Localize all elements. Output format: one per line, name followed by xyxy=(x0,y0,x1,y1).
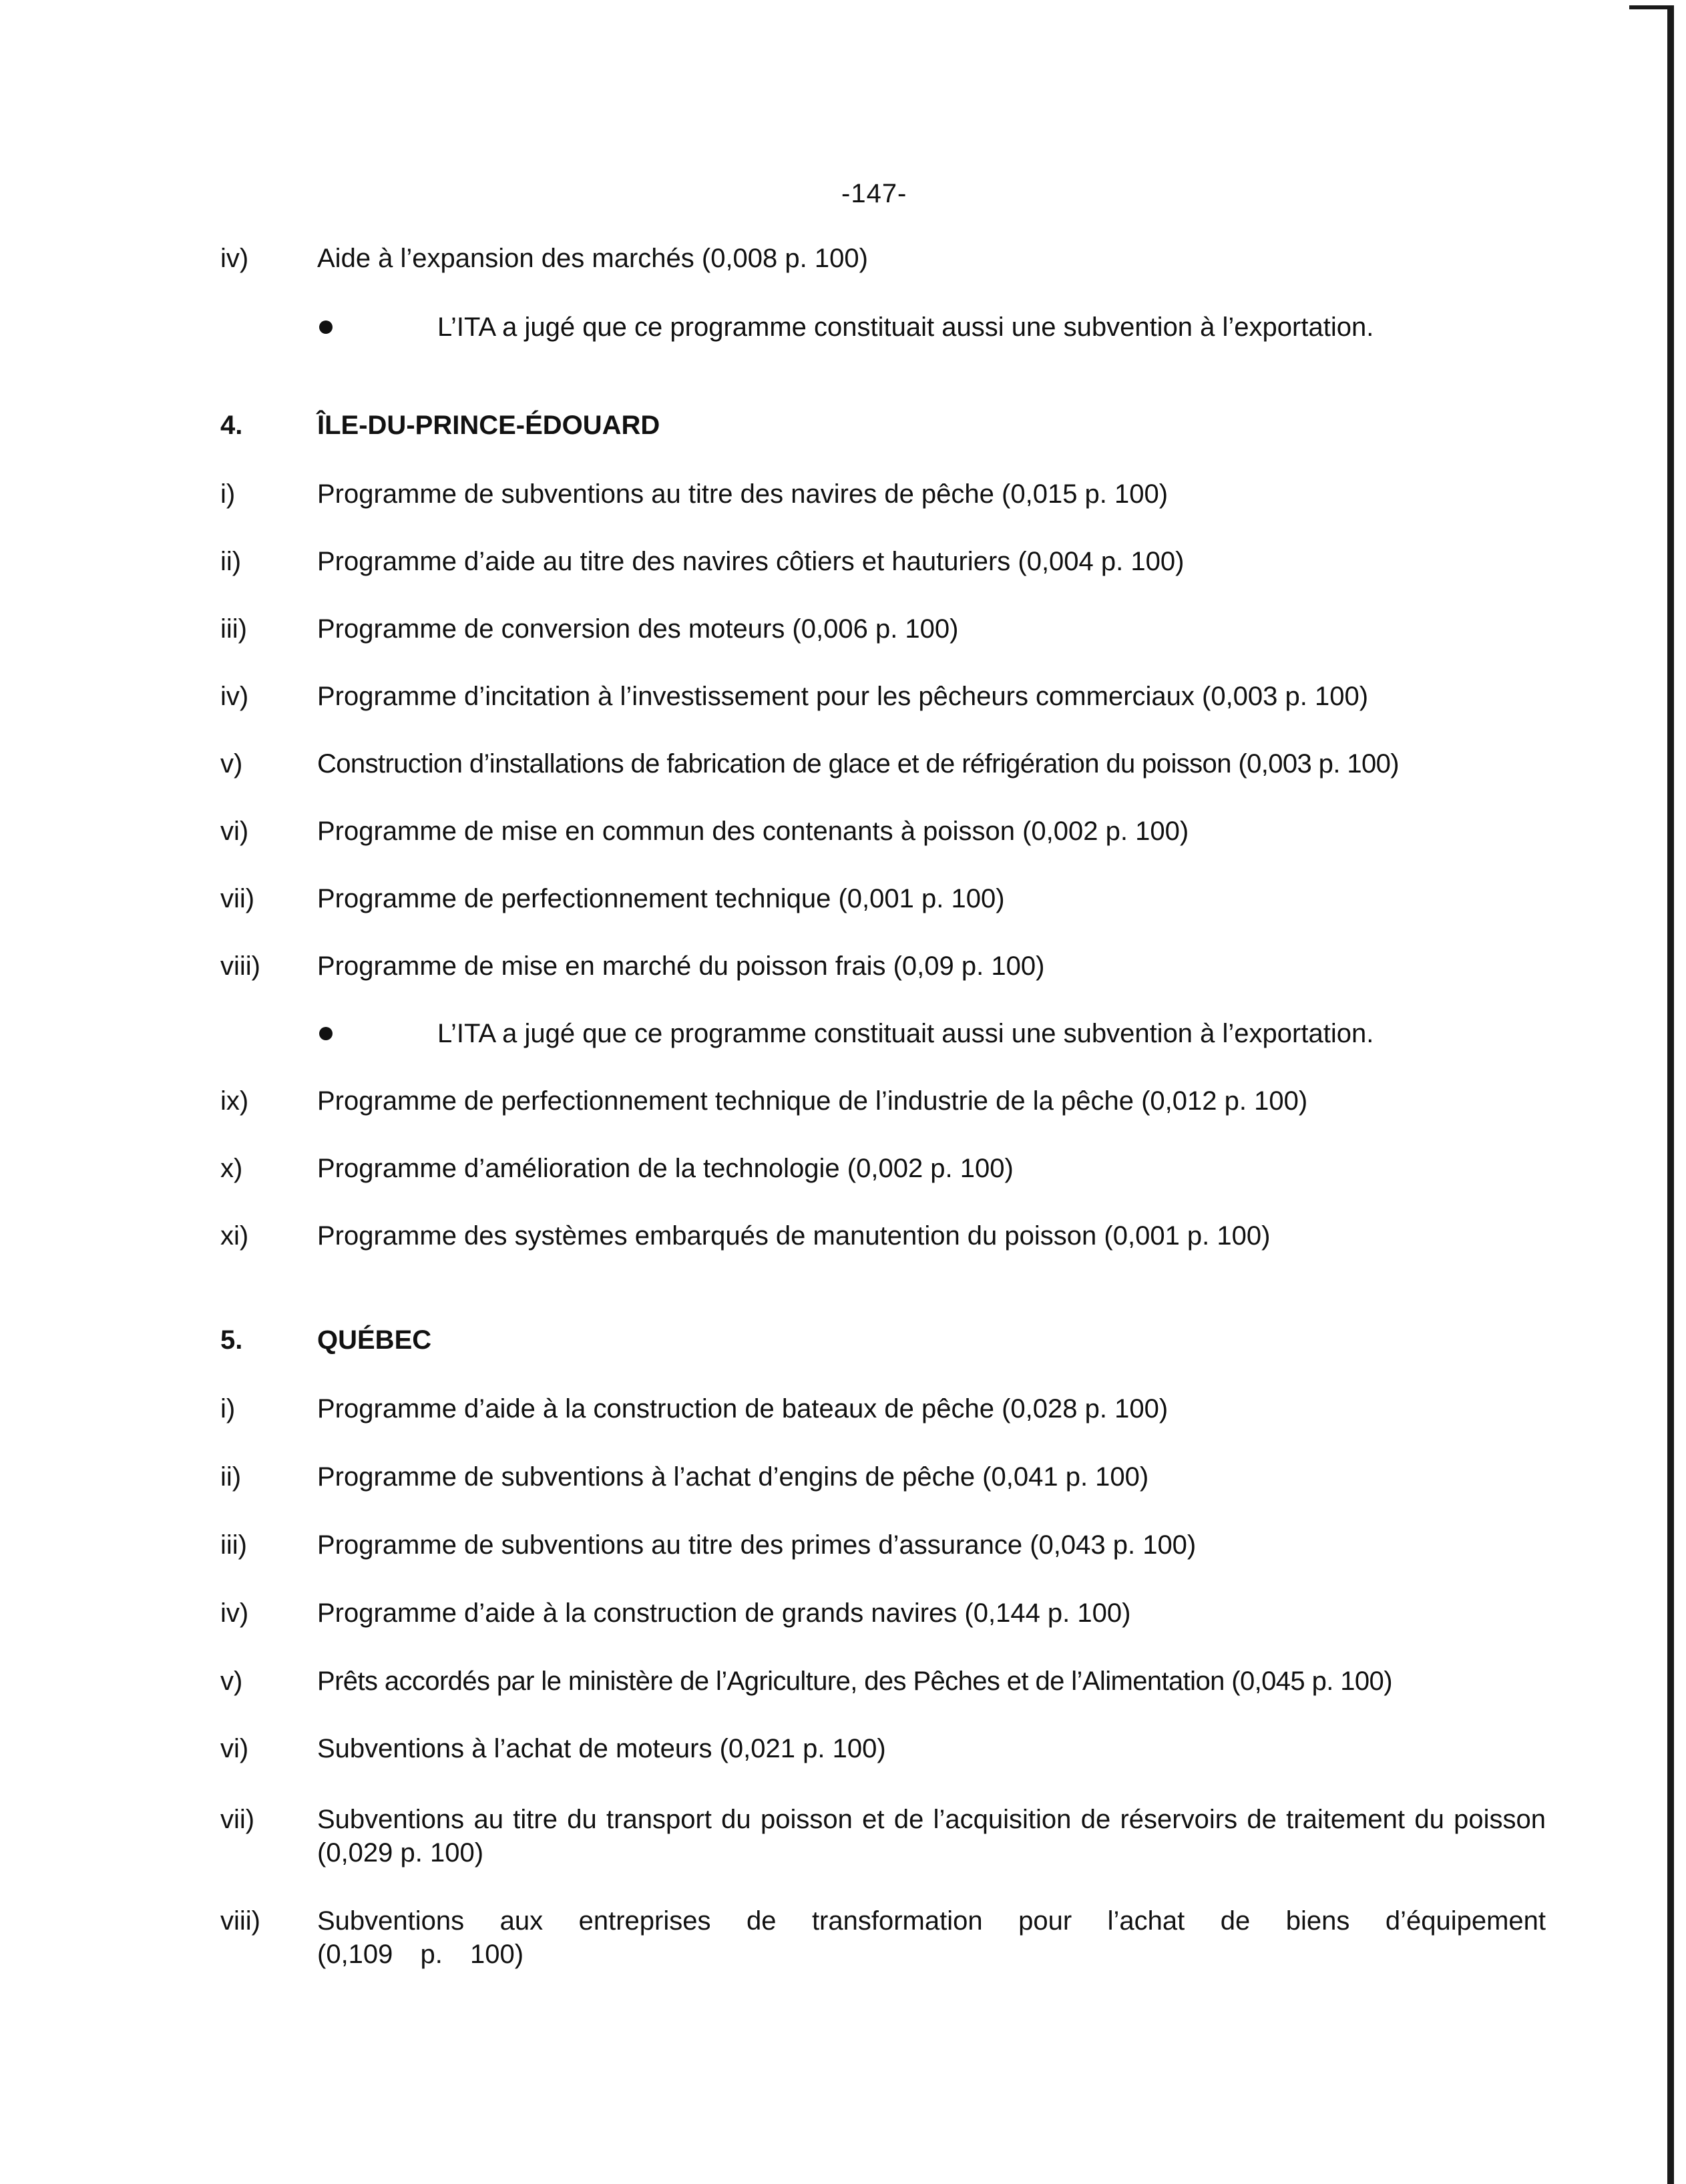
item-text: Programme de subventions à l’achat d’engins de pêche (0,041 p. 100) xyxy=(317,1462,1149,1492)
item-number: v) xyxy=(220,1667,243,1696)
item-number: iv) xyxy=(220,244,249,273)
item-text: Programme de conversion des moteurs (0,006 p. 100) xyxy=(317,614,959,644)
item-number: vii) xyxy=(220,884,255,913)
item-text: Aide à l’expansion des marchés (0,008 p. 100) xyxy=(317,244,868,273)
item-number: viii) xyxy=(220,1906,260,1936)
item-number: ii) xyxy=(220,547,242,576)
item-number: i) xyxy=(220,479,236,509)
item-text: Subventions à l’achat de moteurs (0,021 p. 100) xyxy=(317,1734,886,1763)
item-number: iii) xyxy=(220,1530,247,1560)
item-number: viii) xyxy=(220,951,260,981)
item-number: xi) xyxy=(220,1221,249,1251)
page-number: -147- xyxy=(841,179,907,208)
item-text: Programme d’aide au titre des navires côtiers et hauturiers (0,004 p. 100) xyxy=(317,547,1185,576)
section-number: 5. xyxy=(220,1325,243,1355)
bullet-dot xyxy=(319,1027,333,1040)
bullet-text: L’ITA a jugé que ce programme constituait aussi une subvention à l’exportation. xyxy=(437,1019,1374,1048)
item-number: vi) xyxy=(220,1734,249,1763)
item-number: v) xyxy=(220,749,243,779)
item-text: Programme d’incitation à l’investissement pour les pêcheurs commerciaux (0,003 p. 100) xyxy=(317,682,1369,711)
page-corner-mark xyxy=(1629,5,1672,9)
item-text: Programme de subventions au titre des navires de pêche (0,015 p. 100) xyxy=(317,479,1169,509)
item-number: iv) xyxy=(220,1598,249,1628)
item-text: Programme de mise en marché du poisson frais (0,09 p. 100) xyxy=(317,951,1045,981)
item-number: iv) xyxy=(220,682,249,711)
item-text: Programme d’aide à la construction de grands navires (0,144 p. 100) xyxy=(317,1598,1131,1628)
item-text: Subventions aux entreprises de transformation pour l’achat de biens d’équipement (0,109 p. 100) xyxy=(317,1906,1546,1969)
item-number: iii) xyxy=(220,614,247,644)
item-text: Programme de mise en commun des contenants à poisson (0,002 p. 100) xyxy=(317,817,1189,846)
item-text: Prêts accordés par le ministère de l’Agriculture, des Pêches et de l’Alimentation (0,045 p. 100) xyxy=(317,1667,1392,1696)
item-text: Construction d’installations de fabrication de glace et de réfrigération du poisson (0,003 p. 100) xyxy=(317,749,1400,779)
item-text: Programme de perfectionnement technique (0,001 p. 100) xyxy=(317,884,1005,913)
section-number: 4. xyxy=(220,411,243,440)
item-text: Programme d’amélioration de la technologie (0,002 p. 100) xyxy=(317,1154,1014,1183)
item-text: Programme des systèmes embarqués de manutention du poisson (0,001 p. 100) xyxy=(317,1221,1271,1251)
item-text: Subventions au titre du transport du poisson et de l’acquisition de réservoirs de traitement du poisson (0,029 p. 100) xyxy=(317,1805,1546,1868)
bullet-dot xyxy=(319,320,333,334)
item-number: ix) xyxy=(220,1086,249,1116)
item-text: Programme d’aide à la construction de bateaux de pêche (0,028 p. 100) xyxy=(317,1394,1169,1424)
item-number: i) xyxy=(220,1394,236,1424)
item-number: vi) xyxy=(220,817,249,846)
item-number: ii) xyxy=(220,1462,242,1492)
item-text: Programme de perfectionnement technique de l’industrie de la pêche (0,012 p. 100) xyxy=(317,1086,1308,1116)
section-title: QUÉBEC xyxy=(317,1325,432,1355)
item-number: vii) xyxy=(220,1805,255,1834)
section-title: ÎLE-DU-PRINCE-ÉDOUARD xyxy=(317,411,660,440)
page-edge-shadow xyxy=(1667,5,1674,2184)
item-number: x) xyxy=(220,1154,243,1183)
bullet-text: L’ITA a jugé que ce programme constituait aussi une subvention à l’exportation. xyxy=(437,312,1374,342)
item-text: Programme de subventions au titre des primes d’assurance (0,043 p. 100) xyxy=(317,1530,1197,1560)
